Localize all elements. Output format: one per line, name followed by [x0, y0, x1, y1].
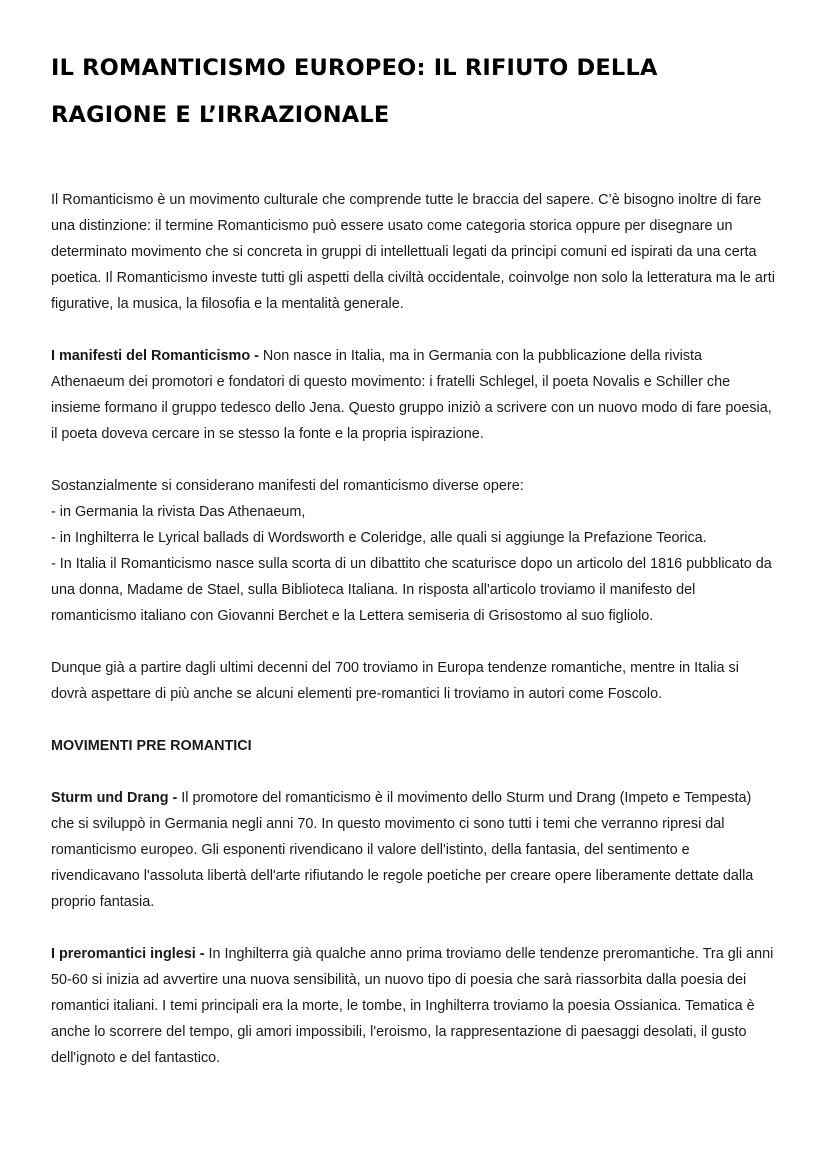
manifesti-label: I manifesti del Romanticismo - [51, 348, 259, 364]
manifesti-paragraph [51, 343, 778, 447]
dunque-paragraph: Dunque già a partire dagli ultimi decenni del 700 troviamo in Europa tendenze romantiche, mentre in Italia si dovrà aspettare di più anche se alcuni elementi pre-romantici li troviamo in autori come Foscolo. [51, 660, 739, 702]
preromantici-paragraph [51, 941, 778, 1071]
section-heading: MOVIMENTI PRE ROMANTICI [51, 738, 252, 754]
opere-intro: Sostanzialmente si considerano manifesti del romanticismo diverse opere: [51, 478, 524, 494]
sturm-paragraph [51, 785, 778, 915]
manifesti-text: Non nasce in Italia, ma in Germania con la pubblicazione della rivista Athenaeum dei promotori e fondatori di questo movimento: i fratelli Schlegel, il poeta Novalis e Schiller che insieme formano il gruppo tedesco dello Jena. Questo gruppo iniziò a scrivere con un nuovo modo di fare poesia, il poeta doveva cercare in se stesso la fonte e la propria ispirazione. [51, 348, 772, 442]
sturm-text: Il promotore del romanticismo è il movimento dello Sturm und Drang (Impeto e Tempesta) che si sviluppò in Germania negli anni 70. In questo movimento ci sono tutti i temi che verranno ripresi dal romanticismo europeo. Gli esponenti rivendicano il valore dell'istinto, della fantasia, del sentimento e rivendicavano l'assoluta libertà dell'arte rifiutando le regole poetiche per creare opere liberamente dettate dalla proprio fantasia. [51, 790, 754, 910]
opere-paragraph [51, 473, 778, 629]
list-item: - In Italia il Romanticismo nasce sulla scorta di un dibattito che scaturisce dopo un articolo del 1816 pubblicato da una donna, Madame de Stael, sulla Biblioteca Italiana. In risposta all'articolo troviamo il manifesto del romanticismo italiano con Giovanni Berchet e la Lettera semiseria di Grisostomo al suo figliolo. [51, 556, 772, 624]
preromantici-label: I preromantici inglesi - [51, 946, 205, 962]
preromantici-text: In Inghilterra già qualche anno prima troviamo delle tendenze preromantiche. Tra gli anni 50-60 si inizia ad avvertire una nuova sensibilità, un nuovo tipo di poesia che sarà riassorbita dalla poesia dei romantici italiani. I temi principali era la morte, le tombe, in Inghilterra troviamo la poesia Ossianica. Tematica è anche lo scorrere del tempo, gli amori impossibili, l'eroismo, la rappresentazione di paesaggi desolati, il gusto dell'ignoto e del fantastico. [51, 946, 774, 1066]
document-title: IL ROMANTICISMO EUROPEO: IL RIFIUTO DELLA RAGIONE E L’IRRAZIONALE [51, 55, 658, 128]
list-item: - in Inghilterra le Lyrical ballads di Wordsworth e Coleridge, alle quali si aggiunge la Prefazione Teorica. [51, 530, 707, 546]
list-item: - in Germania la rivista Das Athenaeum, [51, 504, 306, 520]
intro-paragraph: Il Romanticismo è un movimento culturale che comprende tutte le braccia del sapere. C’è bisogno inoltre di fare una distinzione: il termine Romanticismo può essere usato come categoria storica oppure per disegnare un determinato movimento che si concreta in gruppi di intellettuali legati da principi comuni ed ispirati da una certa poetica. Il Romanticismo investe tutti gli aspetti della civiltà occidentale, coinvolge non solo la letteratura ma le arti figurative, la musica, la filosofia e la mentalità generale. [51, 192, 775, 312]
sturm-label: Sturm und Drang - [51, 790, 178, 806]
document-body [51, 187, 778, 1071]
